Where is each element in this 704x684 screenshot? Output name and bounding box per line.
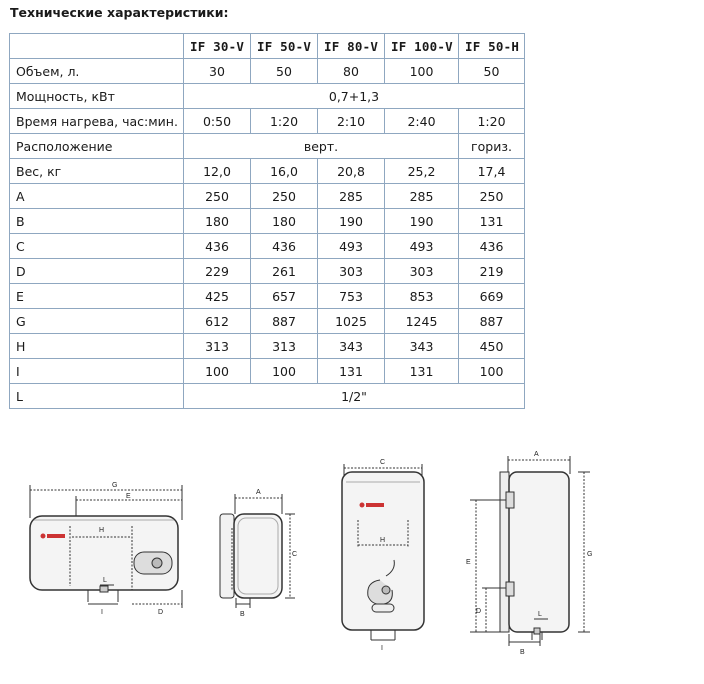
row-label: H <box>10 334 184 359</box>
dimension-label-d: D <box>158 609 164 616</box>
table-cell: 17,4 <box>459 159 525 184</box>
table-row <box>10 384 525 409</box>
table-cell: 1/2" <box>184 384 525 409</box>
table-row <box>10 334 525 359</box>
row-label: Время нагрева, час:мин. <box>10 109 184 134</box>
table-row <box>10 284 525 309</box>
table-cell: 285 <box>385 184 459 209</box>
dimension-label-g: G <box>112 482 118 489</box>
table-cell: 0,7+1,3 <box>184 84 525 109</box>
table-cell: 219 <box>459 259 525 284</box>
table-cell: 20,8 <box>318 159 385 184</box>
table-cell: 16,0 <box>251 159 318 184</box>
horizontal-heater-front-drawing <box>30 482 182 616</box>
table-cell: 887 <box>459 309 525 334</box>
row-label: Мощность, кВт <box>10 84 184 109</box>
table-cell: 30 <box>184 59 251 84</box>
dimension-label-i: I <box>101 609 103 616</box>
table-cell: 853 <box>385 284 459 309</box>
table-row <box>10 84 525 109</box>
table-cell: 493 <box>318 234 385 259</box>
table-cell: 450 <box>459 334 525 359</box>
table-cell: верт. <box>184 134 459 159</box>
table-cell: 25,2 <box>385 159 459 184</box>
table-cell: 100 <box>459 359 525 384</box>
table-cell: 303 <box>385 259 459 284</box>
table-cell: 180 <box>184 209 251 234</box>
table-row <box>10 184 525 209</box>
model-header: IF 50-V <box>251 34 318 59</box>
table-cell: 1025 <box>318 309 385 334</box>
horizontal-heater-side-drawing <box>220 489 297 618</box>
spec-table <box>9 33 525 409</box>
table-row <box>10 209 525 234</box>
dimension-label-a: A <box>256 489 261 496</box>
table-cell: 50 <box>251 59 318 84</box>
dimension-label-l: L <box>103 577 107 584</box>
table-cell: 180 <box>251 209 318 234</box>
table-cell: 436 <box>459 234 525 259</box>
dimension-label-h: H <box>99 527 105 534</box>
vertical-heater-side-drawing <box>466 451 592 656</box>
row-label: Расположение <box>10 134 184 159</box>
table-row <box>10 159 525 184</box>
table-cell: 1245 <box>385 309 459 334</box>
table-cell: гориз. <box>459 134 525 159</box>
table-cell: 343 <box>318 334 385 359</box>
table-cell: 436 <box>184 234 251 259</box>
dimension-label-i-vertical: I <box>381 645 383 652</box>
table-row <box>10 259 525 284</box>
row-label: G <box>10 309 184 334</box>
table-cell: 250 <box>251 184 318 209</box>
table-cell: 250 <box>184 184 251 209</box>
table-cell: 131 <box>385 359 459 384</box>
table-cell: 303 <box>318 259 385 284</box>
model-header: IF 80-V <box>318 34 385 59</box>
dimension-drawings <box>0 430 704 684</box>
header-empty-cell <box>10 34 184 59</box>
dimension-label-b: B <box>240 611 245 618</box>
table-row <box>10 309 525 334</box>
table-cell: 250 <box>459 184 525 209</box>
table-cell: 2:10 <box>318 109 385 134</box>
table-cell: 669 <box>459 284 525 309</box>
table-row <box>10 59 525 84</box>
row-label: I <box>10 359 184 384</box>
table-cell: 229 <box>184 259 251 284</box>
vertical-heater-front-drawing <box>342 459 424 652</box>
row-label: L <box>10 384 184 409</box>
table-cell: 131 <box>459 209 525 234</box>
row-label: A <box>10 184 184 209</box>
dimension-label-b-vertical: B <box>520 649 525 656</box>
model-header: IF 50-H <box>459 34 525 59</box>
table-cell: 100 <box>251 359 318 384</box>
dimension-label-g-vertical: G <box>587 551 593 558</box>
table-row <box>10 234 525 259</box>
table-cell: 313 <box>184 334 251 359</box>
table-cell: 2:40 <box>385 109 459 134</box>
dimension-label-d-vertical: D <box>476 608 482 615</box>
dimension-label-e: E <box>126 493 131 500</box>
table-cell: 1:20 <box>251 109 318 134</box>
table-cell: 343 <box>385 334 459 359</box>
table-cell: 753 <box>318 284 385 309</box>
table-cell: 0:50 <box>184 109 251 134</box>
dimension-label-h-vertical: H <box>380 537 386 544</box>
model-header: IF 30-V <box>184 34 251 59</box>
row-label: Вес, кг <box>10 159 184 184</box>
table-cell: 436 <box>251 234 318 259</box>
dimension-label-c-top: C <box>380 459 386 466</box>
table-cell: 50 <box>459 59 525 84</box>
dimension-label-c: C <box>292 551 298 558</box>
dimension-label-e-vertical: E <box>466 559 471 566</box>
table-cell: 261 <box>251 259 318 284</box>
page-title: Технические характеристики: <box>10 5 229 20</box>
table-cell: 612 <box>184 309 251 334</box>
table-cell: 313 <box>251 334 318 359</box>
table-cell: 100 <box>385 59 459 84</box>
table-cell: 100 <box>184 359 251 384</box>
table-cell: 657 <box>251 284 318 309</box>
model-header: IF 100-V <box>385 34 459 59</box>
table-cell: 425 <box>184 284 251 309</box>
table-row <box>10 359 525 384</box>
row-label: C <box>10 234 184 259</box>
table-row <box>10 134 525 159</box>
table-cell: 80 <box>318 59 385 84</box>
table-cell: 493 <box>385 234 459 259</box>
row-label: D <box>10 259 184 284</box>
row-label: B <box>10 209 184 234</box>
table-cell: 190 <box>318 209 385 234</box>
dimension-label-l-vertical: L <box>538 611 542 618</box>
table-cell: 285 <box>318 184 385 209</box>
dimension-label-a-vertical: A <box>534 451 539 458</box>
table-header-row <box>10 34 525 59</box>
table-cell: 131 <box>318 359 385 384</box>
row-label: Объем, л. <box>10 59 184 84</box>
row-label: E <box>10 284 184 309</box>
table-cell: 887 <box>251 309 318 334</box>
table-row <box>10 109 525 134</box>
table-cell: 12,0 <box>184 159 251 184</box>
table-cell: 190 <box>385 209 459 234</box>
table-cell: 1:20 <box>459 109 525 134</box>
